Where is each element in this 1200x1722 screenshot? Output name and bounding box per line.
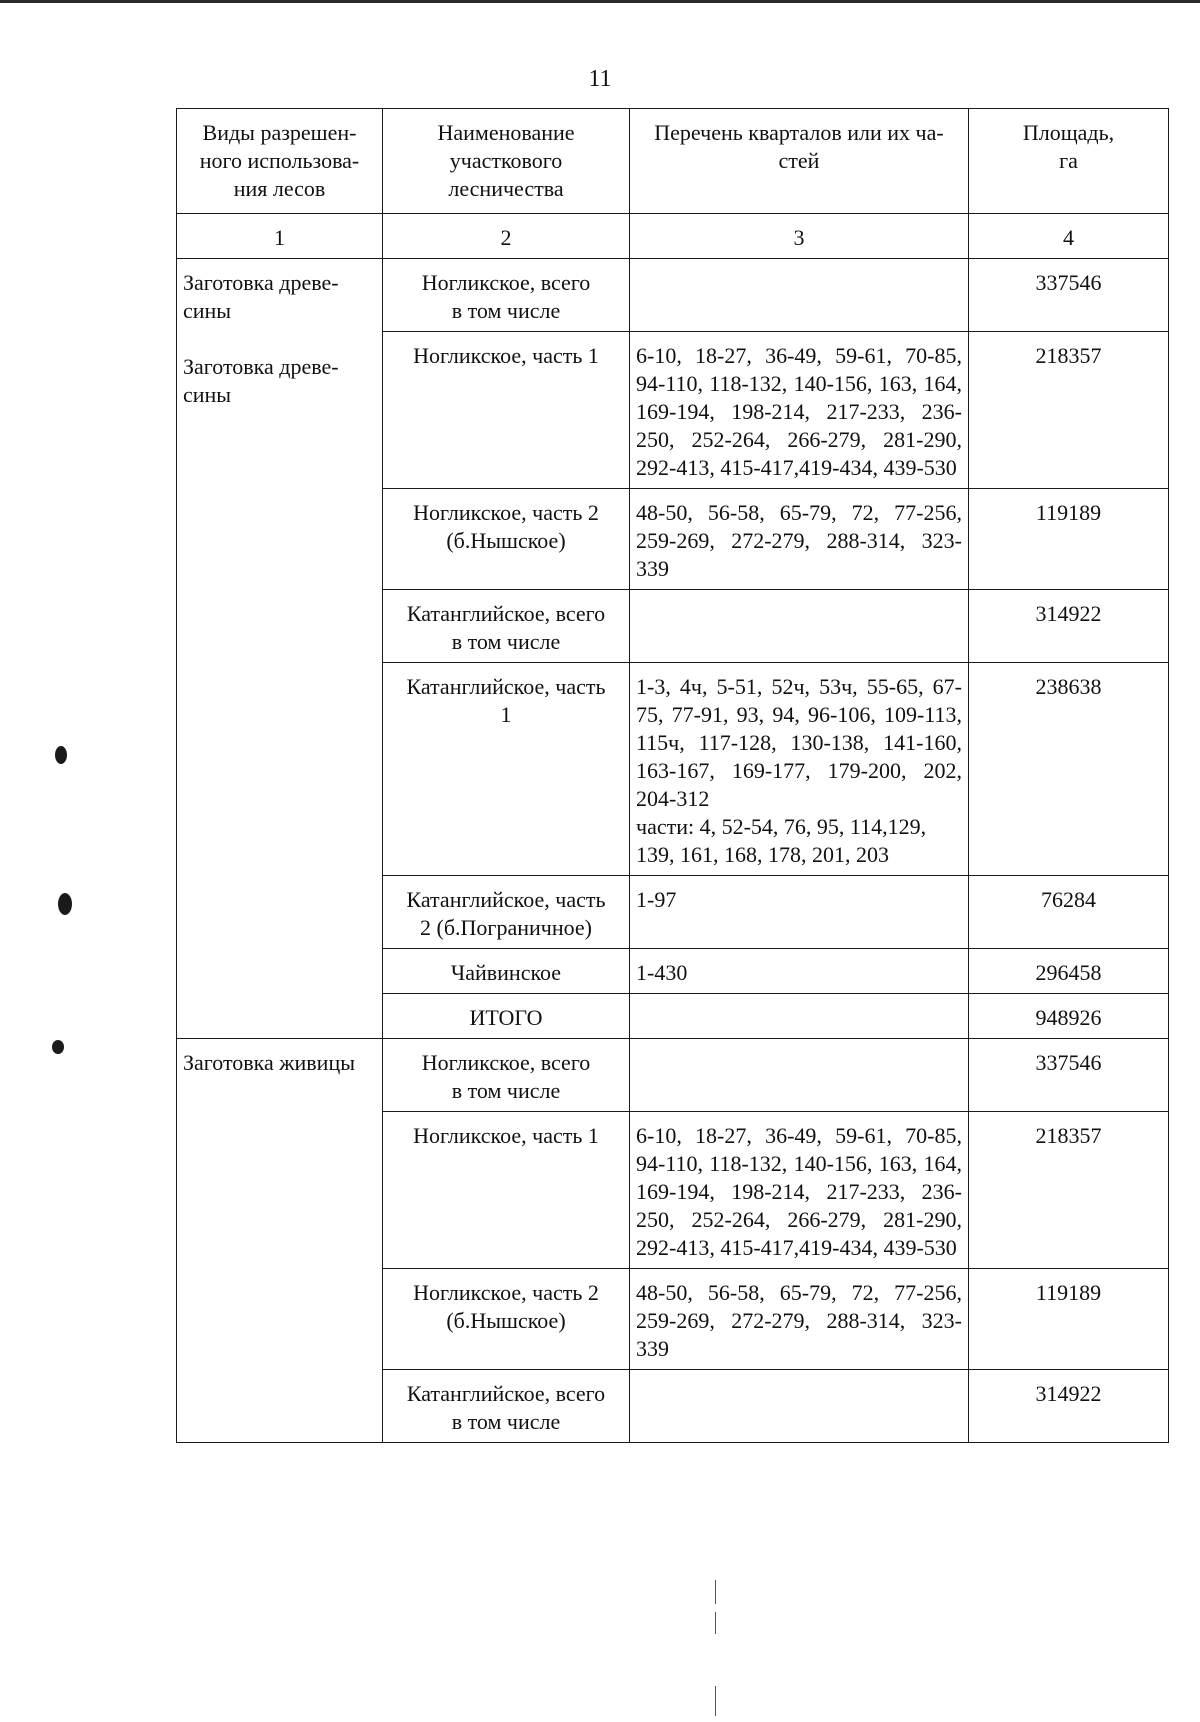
fold-line: [715, 1686, 716, 1716]
table-row: [177, 259, 1169, 332]
quarters-cell: [630, 259, 969, 332]
forestry-cell: Чайвинское: [383, 949, 630, 994]
forestry-cell: Катанглийское, всего в том числе: [383, 1370, 630, 1443]
forestry-cell: Катанглийское, всего в том числе: [383, 590, 630, 663]
page-number: 11: [588, 66, 612, 92]
use-type-cell: Заготовка живицы: [177, 1039, 383, 1443]
quarters-cell: 1-3, 4ч, 5-51, 52ч, 53ч, 55-65, 67-75, 77-91, 93, 94, 96-106, 109-113, 115ч, 117-128, 130-138, 141-160, 163-167, 169-177, 179-200, 202, 204-312 части: 4, 52-54, 76, 95, 114,129, 139, 161, 168, 178, 201, 203: [630, 663, 969, 876]
header-use-type: Виды разрешен- ного использова- ния лесов: [177, 109, 383, 214]
punch-hole-mark: [52, 1040, 64, 1054]
area-cell: 314922: [969, 1370, 1169, 1443]
fold-line: [715, 1612, 716, 1634]
column-number-row: [177, 214, 1169, 259]
area-cell: 337546: [969, 1039, 1169, 1112]
area-cell: 76284: [969, 876, 1169, 949]
area-cell: 337546: [969, 259, 1169, 332]
area-cell: 218357: [969, 332, 1169, 489]
forestry-cell: Ногликское, всего в том числе: [383, 259, 630, 332]
quarters-cell: 48-50, 56-58, 65-79, 72, 77-256, 259-269, 272-279, 288-314, 323-339: [630, 1269, 969, 1370]
area-cell: 218357: [969, 1112, 1169, 1269]
forestry-cell: Катанглийское, часть 2 (б.Пограничное): [383, 876, 630, 949]
header-forestry-name: Наименование участкового лесничества: [383, 109, 630, 214]
scan-top-edge: [0, 0, 1200, 3]
column-number: 4: [969, 214, 1169, 259]
quarters-cell: [630, 1039, 969, 1112]
forestry-cell: Ногликское, всего в том числе: [383, 1039, 630, 1112]
forestry-cell: Ногликское, часть 2 (б.Нышское): [383, 489, 630, 590]
area-cell: 119189: [969, 1269, 1169, 1370]
forest-use-table: [176, 108, 1169, 1443]
area-cell: 314922: [969, 590, 1169, 663]
column-number: 2: [383, 214, 630, 259]
area-cell: 119189: [969, 489, 1169, 590]
forestry-cell: ИТОГО: [383, 994, 630, 1039]
quarters-cell: [630, 994, 969, 1039]
fold-line: [715, 1580, 716, 1604]
header-row: [177, 109, 1169, 214]
header-quarters-list: Перечень кварталов или их ча- стей: [630, 109, 969, 214]
column-number: 1: [177, 214, 383, 259]
area-cell: 238638: [969, 663, 1169, 876]
quarters-cell: 48-50, 56-58, 65-79, 72, 77-256, 259-269, 272-279, 288-314, 323-339: [630, 489, 969, 590]
column-number: 3: [630, 214, 969, 259]
table-row: [177, 1039, 1169, 1112]
quarters-cell: [630, 590, 969, 663]
punch-hole-mark: [55, 746, 67, 764]
use-type-cell: Заготовка древе- сины Заготовка древе- сины: [177, 259, 383, 1039]
area-cell: 948926: [969, 994, 1169, 1039]
quarters-cell: 6-10, 18-27, 36-49, 59-61, 70-85, 94-110, 118-132, 140-156, 163, 164, 169-194, 198-214, 217-233, 236-250, 252-264, 266-279, 281-290, 292-413, 415-417,419-434, 439-530: [630, 332, 969, 489]
quarters-cell: 1-97: [630, 876, 969, 949]
quarters-cell: 6-10, 18-27, 36-49, 59-61, 70-85, 94-110, 118-132, 140-156, 163, 164, 169-194, 198-214, 217-233, 236-250, 252-264, 266-279, 281-290, 292-413, 415-417,419-434, 439-530: [630, 1112, 969, 1269]
forestry-cell: Ногликское, часть 2 (б.Нышское): [383, 1269, 630, 1370]
punch-hole-mark: [58, 893, 72, 915]
quarters-cell: [630, 1370, 969, 1443]
forestry-cell: Катанглийское, часть 1: [383, 663, 630, 876]
forestry-cell: Ногликское, часть 1: [383, 332, 630, 489]
quarters-cell: 1-430: [630, 949, 969, 994]
forestry-cell: Ногликское, часть 1: [383, 1112, 630, 1269]
header-area: Площадь, га: [969, 109, 1169, 214]
area-cell: 296458: [969, 949, 1169, 994]
